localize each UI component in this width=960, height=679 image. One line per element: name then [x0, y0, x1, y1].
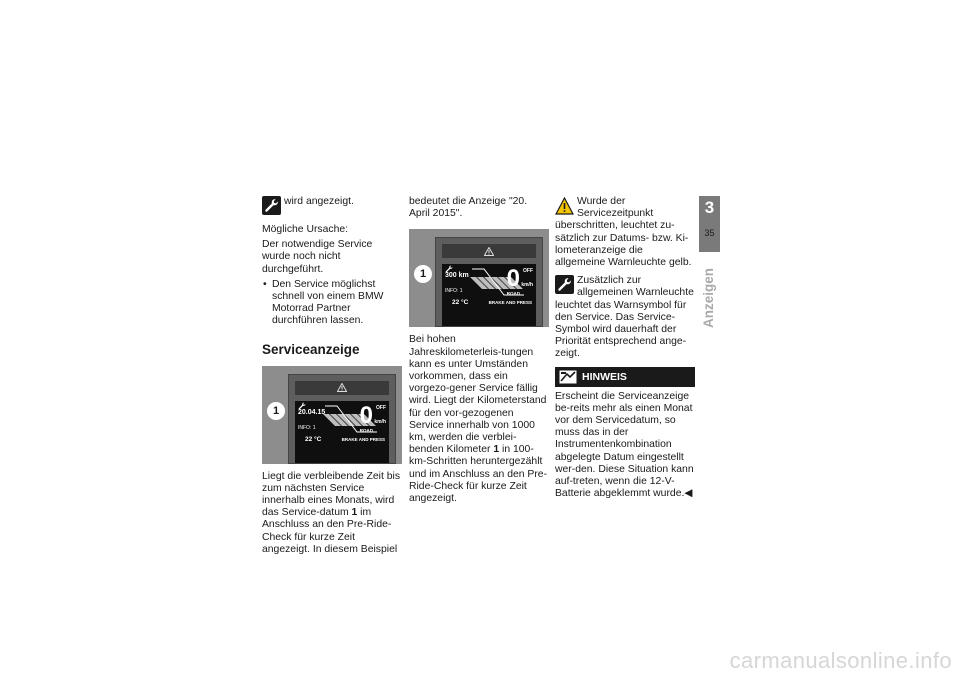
info-label: INFO: 1 [298, 424, 316, 431]
warning-triangle-icon [337, 383, 347, 392]
display-screen [295, 401, 389, 463]
service-icon-line [262, 196, 402, 216]
cause-text: Der notwendige Service wurde noch nicht durchgeführt. [262, 239, 373, 275]
off-label: OFF [523, 268, 533, 275]
action-list [262, 279, 402, 328]
section-title: Serviceanzeige [262, 341, 360, 357]
ride-mode: ROAD [359, 427, 373, 433]
dashboard-figure-date [262, 366, 402, 464]
column-2 [409, 196, 549, 508]
callout-ref: 1 [351, 507, 358, 519]
list-item: • Den Service möglichst schnell von einem BMW Motorrad Partner durchführen lassen. [262, 279, 402, 328]
column-1 [262, 196, 402, 559]
speed-readout: 0 [359, 401, 373, 429]
service-paragraph [555, 275, 695, 360]
lead-text: wird angezeigt. [284, 196, 354, 207]
column-3 [555, 196, 695, 503]
display-screen [442, 264, 536, 326]
wrench-icon [555, 275, 574, 294]
callout-1: 1 [267, 402, 285, 420]
hinweis-header [555, 367, 695, 387]
warning-triangle-icon [484, 247, 494, 256]
brake-message: BRAKE AND PRESS [488, 300, 532, 306]
end-mark: ◀ [684, 488, 693, 500]
service-distance: 300 km [445, 272, 469, 280]
dashboard-figure-km [409, 229, 549, 327]
body-text: Bei hohen Jahreskilometerleis-tungen kann es unter Umständen vorkommen, dass ein vorgezo-gener Service fällig wird. Liegt der Kilometerstand für den vor-gezogenen Service innerhalb von 1000 km, werden die verblei-benden Kilometer 1 in 100-km-Schritten heruntergezählt und im Anschluss an den Pre-Ride-Check für kurze Zeit angezeigt. [409, 334, 548, 505]
watermark: carmanualsonline.info [729, 648, 952, 673]
intro-text: bedeutet die Anzeige "20. April 2015". [409, 196, 528, 220]
speed-unit: km/h [521, 282, 533, 289]
temperature-readout: 22 °C [452, 299, 469, 307]
callout-ref: 1 [493, 444, 500, 456]
warning-bar [295, 381, 389, 395]
hinweis-text: Erscheint die Serviceanzeige be-reits mehr als einen Monat vor dem Servicedatum, so muss das in der Instrumentenkombination abgelegte Datum eingestellt wer-den. Diese Situation kann auf-treten, wenn die 12-V-Batterie abgeklemmt wurde.◀ [555, 390, 694, 500]
service-date: 20.04.15 [298, 408, 326, 416]
page-number: 35 [704, 228, 715, 238]
cause-heading: Mögliche Ursache: [262, 224, 349, 235]
warning-bar [442, 244, 536, 258]
instrument-cluster [288, 374, 396, 464]
warning-triangle-icon [555, 196, 574, 215]
warn-text: Wurde der Servicezeitpunkt überschritten, leuchtet zu-sätzlich zur Datums- bzw. Ki-lometeranzeige die allgemeine Warnleuchte gelb. [555, 196, 692, 269]
wrench-icon [262, 196, 281, 215]
callout-1: 1 [414, 265, 432, 283]
chapter-number: 3 [704, 198, 715, 217]
off-label: OFF [376, 404, 386, 411]
warning-paragraph [555, 196, 695, 269]
speed-unit: km/h [374, 418, 386, 425]
instrument-cluster [435, 237, 543, 327]
service-text: Zusätzlich zur allgemeinen Warnleuchte leuchtet das Warnsymbol für den Service. Das Service-Symbol wird dauerhaft der Priorität entsprechend ange-zeigt. [555, 275, 694, 360]
speed-readout: 0 [506, 265, 520, 293]
ride-mode: ROAD [506, 291, 520, 297]
hinweis-label: HINWEIS [582, 370, 627, 383]
brake-message: BRAKE AND PRESS [341, 436, 385, 442]
hinweis-icon [559, 370, 577, 384]
chapter-tab [699, 196, 720, 252]
info-label: INFO: 1 [445, 288, 463, 295]
body-text: Liegt die verbleibende Zeit bis zum nächsten Service innerhalb eines Monats, wird das Service-datum 1 im Anschluss an den Pre-Ride-Check für kurze Zeit angezeigt. In diesem Beispiel [262, 470, 401, 555]
temperature-readout: 22 °C [305, 435, 322, 443]
